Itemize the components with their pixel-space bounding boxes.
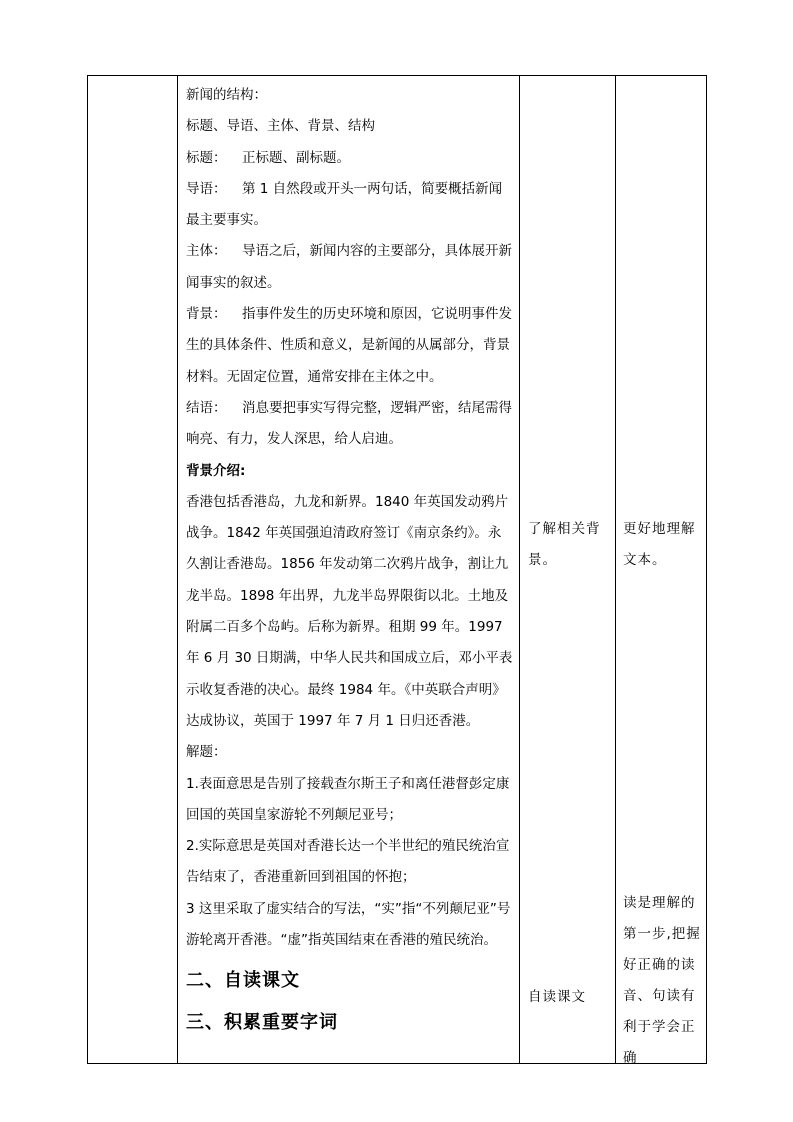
structure-item xyxy=(186,236,514,299)
explanation-point: 3 这里采取了虚实结合的写法，“实”指“不列颠尼亚”号游轮离开香港。“虚”指英国结束在香港的殖民统治。 xyxy=(186,900,511,949)
explanation-heading: 解题： xyxy=(186,744,227,761)
design-intent-self-read: 读是理解的第一步,把握好正确的读音、句读有利于学会正确 xyxy=(623,895,701,1066)
explanation-point: 1.表面意思是告别了接载查尔斯王子和离任港督彭定康回国的英国皇家游轮不列颠尼亚号； xyxy=(186,775,510,823)
empty-cell xyxy=(88,76,177,1063)
item-text: 导语之后，新闻内容的主要部分，具体展开新闻事实的叙述。 xyxy=(186,243,512,291)
teaching-content-cell xyxy=(178,76,520,1044)
item-label: 主体： xyxy=(186,243,227,260)
explanation-point: 2.实际意思是英国对香港长达一个半世纪的殖民统治宣告结束了，香港重新回到祖国的怀抱； xyxy=(186,838,510,886)
section-heading-vocabulary: 三、积累重要字词 xyxy=(186,1012,338,1034)
item-label: 背景： xyxy=(186,306,227,323)
item-label: 导语： xyxy=(186,180,227,197)
structure-item xyxy=(186,143,514,174)
lesson-table xyxy=(87,75,707,1064)
item-text: 指事件发生的历史环境和原因，它说明事件发生的具体条件、性质和意义，是新闻的从属部分，背景材料。无固定位置，通常安排在主体之中。 xyxy=(186,306,512,385)
structure-parts: 标题、导语、主体、背景、结构 xyxy=(186,118,375,135)
item-text: 正标题、副标题。 xyxy=(242,149,350,166)
design-intent-background: 更好地理解文本。 xyxy=(623,521,696,568)
structure-heading: 新闻的结构： xyxy=(186,87,267,103)
item-label: 结语： xyxy=(186,399,227,416)
structure-item xyxy=(186,174,514,237)
background-heading: 背景介绍: xyxy=(186,462,246,479)
structure-item xyxy=(186,299,514,393)
structure-item xyxy=(186,393,514,456)
student-activity-self-read: 自读课文 xyxy=(528,989,586,1005)
student-activity-background: 了解相关背景。 xyxy=(528,521,601,568)
background-text: 香港包括香港岛，九龙和新界。1840 年英国发动鸦片战争。1842 年英国强迫清政府签订《南京条约》。永久割让香港岛。1856 年发动第二次鸦片战争，割让九龙半岛。1898 年出界，九龙半岛界限街以北。土地及附属二百多个岛屿。后称为新界。租期 99 年。1997 年 6 月 30 日期满，中华人民共和国成立后，邓小平表示收复香港的决心。最终 1984 年。《中英联合声明》达成协议，英国于 1997 年 7 月 1 日归还香港。 xyxy=(186,493,513,729)
section-heading-self-read: 二、自读课文 xyxy=(186,970,300,992)
item-label: 标题： xyxy=(186,149,227,166)
item-text: 消息要把事实写得完整，逻辑严密，结尾需得响亮、有力，发人深思，给人启迪。 xyxy=(186,399,512,448)
item-text: 第 1 自然段或开头一两句话，简要概括新闻最主要事实。 xyxy=(186,180,503,229)
